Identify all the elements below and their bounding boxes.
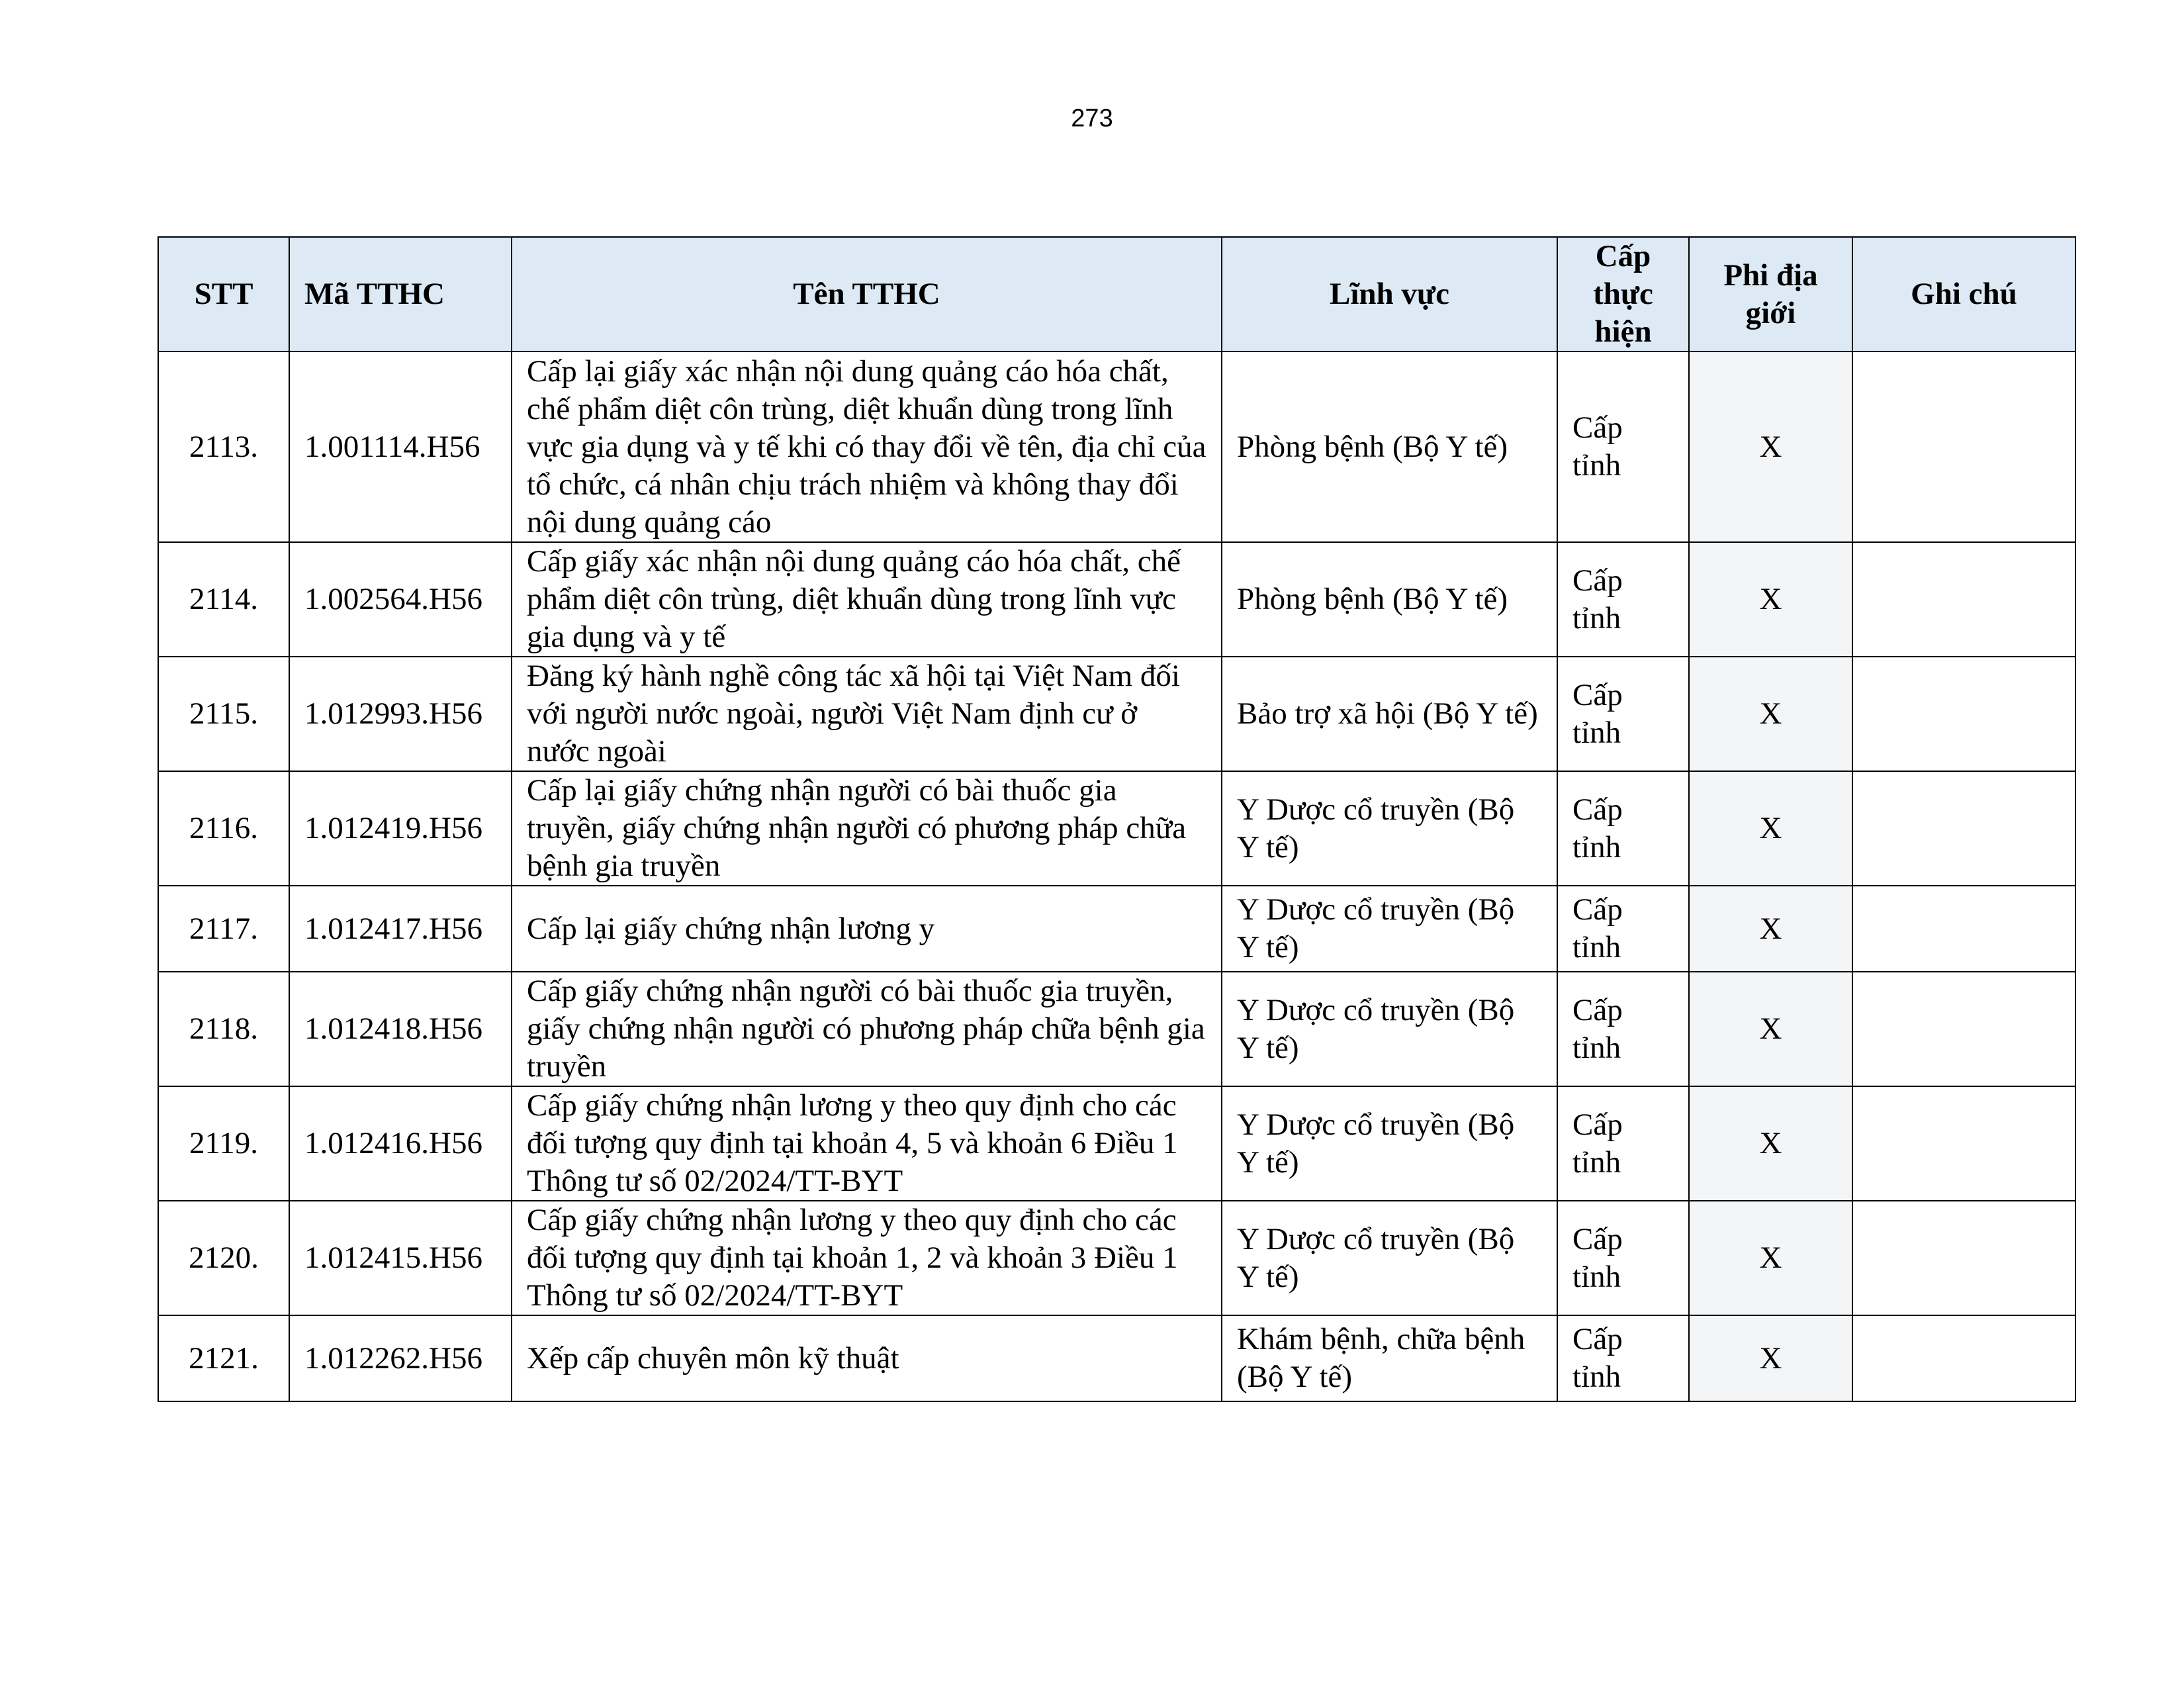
cell-ten-tthc: Cấp giấy chứng nhận lương y theo quy định cho các đối tượng quy định tại khoản 1, 2 và khoản 3 Điều 1 Thông tư số 02/2024/TT-BYT: [512, 1201, 1222, 1315]
cell-ten-tthc: Cấp giấy chứng nhận lương y theo quy định cho các đối tượng quy định tại khoản 4, 5 và khoản 6 Điều 1 Thông tư số 02/2024/TT-BYT: [512, 1086, 1222, 1201]
cell-stt: 2118.: [158, 972, 289, 1086]
cell-phi-dia-gioi: X: [1689, 771, 1852, 886]
cell-ghi-chu: [1852, 1086, 2075, 1201]
cell-linh-vuc: Phòng bệnh (Bộ Y tế): [1222, 542, 1557, 657]
cell-ten-tthc: Cấp giấy chứng nhận người có bài thuốc gia truyền, giấy chứng nhận người có phương pháp chữa bệnh gia truyền: [512, 972, 1222, 1086]
cell-linh-vuc: Phòng bệnh (Bộ Y tế): [1222, 352, 1557, 542]
cell-ma-tthc: 1.002564.H56: [289, 542, 512, 657]
cell-ma-tthc: 1.012417.H56: [289, 886, 512, 972]
cell-ma-tthc: 1.012418.H56: [289, 972, 512, 1086]
cell-cap-thuc-hien: Cấp tỉnh: [1557, 657, 1689, 771]
cell-ma-tthc: 1.001114.H56: [289, 352, 512, 542]
table-row: [158, 771, 2075, 886]
cell-stt: 2113.: [158, 352, 289, 542]
cell-cap-thuc-hien: Cấp tỉnh: [1557, 972, 1689, 1086]
table-row: [158, 886, 2075, 972]
cell-linh-vuc: Y Dược cổ truyền (Bộ Y tế): [1222, 1201, 1557, 1315]
table-row: [158, 972, 2075, 1086]
cell-cap-thuc-hien: Cấp tỉnh: [1557, 1201, 1689, 1315]
cell-phi-dia-gioi: X: [1689, 1086, 1852, 1201]
cell-ghi-chu: [1852, 771, 2075, 886]
header-linh-vuc: Lĩnh vực: [1222, 237, 1557, 352]
cell-ten-tthc: Cấp lại giấy chứng nhận người có bài thuốc gia truyền, giấy chứng nhận người có phương pháp chữa bệnh gia truyền: [512, 771, 1222, 886]
cell-phi-dia-gioi: X: [1689, 352, 1852, 542]
page-number: 273: [1071, 105, 1113, 132]
cell-ghi-chu: [1852, 886, 2075, 972]
cell-cap-thuc-hien: Cấp tỉnh: [1557, 1315, 1689, 1401]
table-row: [158, 657, 2075, 771]
cell-ma-tthc: 1.012419.H56: [289, 771, 512, 886]
cell-phi-dia-gioi: X: [1689, 657, 1852, 771]
cell-ten-tthc: Cấp lại giấy chứng nhận lương y: [512, 886, 1222, 972]
table-header-row: [158, 237, 2075, 352]
cell-phi-dia-gioi: X: [1689, 1201, 1852, 1315]
cell-phi-dia-gioi: X: [1689, 1315, 1852, 1401]
cell-linh-vuc: Khám bệnh, chữa bệnh (Bộ Y tế): [1222, 1315, 1557, 1401]
header-ghi-chu: Ghi chú: [1852, 237, 2075, 352]
cell-ma-tthc: 1.012993.H56: [289, 657, 512, 771]
cell-cap-thuc-hien: Cấp tỉnh: [1557, 542, 1689, 657]
header-phi-dia-gioi: Phi địa giới: [1689, 237, 1852, 352]
procedures-table: [158, 236, 2076, 1402]
cell-linh-vuc: Y Dược cổ truyền (Bộ Y tế): [1222, 771, 1557, 886]
header-cap-thuc-hien: Cấp thực hiện: [1557, 237, 1689, 352]
cell-ghi-chu: [1852, 1315, 2075, 1401]
cell-cap-thuc-hien: Cấp tỉnh: [1557, 352, 1689, 542]
table-row: [158, 542, 2075, 657]
cell-stt: 2119.: [158, 1086, 289, 1201]
cell-ma-tthc: 1.012416.H56: [289, 1086, 512, 1201]
cell-ghi-chu: [1852, 657, 2075, 771]
table-row: [158, 1086, 2075, 1201]
cell-linh-vuc: Y Dược cổ truyền (Bộ Y tế): [1222, 972, 1557, 1086]
cell-ghi-chu: [1852, 542, 2075, 657]
cell-cap-thuc-hien: Cấp tỉnh: [1557, 1086, 1689, 1201]
cell-phi-dia-gioi: X: [1689, 972, 1852, 1086]
table-row: [158, 1315, 2075, 1401]
cell-ma-tthc: 1.012262.H56: [289, 1315, 512, 1401]
cell-phi-dia-gioi: X: [1689, 542, 1852, 657]
header-ma-tthc: Mã TTHC: [289, 237, 512, 352]
cell-ten-tthc: Đăng ký hành nghề công tác xã hội tại Việt Nam đối với người nước ngoài, người Việt Nam định cư ở nước ngoài: [512, 657, 1222, 771]
cell-stt: 2120.: [158, 1201, 289, 1315]
cell-stt: 2114.: [158, 542, 289, 657]
cell-stt: 2121.: [158, 1315, 289, 1401]
cell-cap-thuc-hien: Cấp tỉnh: [1557, 771, 1689, 886]
table-row: [158, 1201, 2075, 1315]
cell-stt: 2115.: [158, 657, 289, 771]
cell-stt: 2117.: [158, 886, 289, 972]
table-row: [158, 352, 2075, 542]
header-ten-tthc: Tên TTHC: [512, 237, 1222, 352]
cell-linh-vuc: Bảo trợ xã hội (Bộ Y tế): [1222, 657, 1557, 771]
cell-ghi-chu: [1852, 1201, 2075, 1315]
cell-linh-vuc: Y Dược cổ truyền (Bộ Y tế): [1222, 886, 1557, 972]
header-stt: STT: [158, 237, 289, 352]
cell-ghi-chu: [1852, 972, 2075, 1086]
cell-phi-dia-gioi: X: [1689, 886, 1852, 972]
cell-ten-tthc: Cấp lại giấy xác nhận nội dung quảng cáo hóa chất, chế phẩm diệt côn trùng, diệt khuẩn dùng trong lĩnh vực gia dụng và y tế khi có thay đổi về tên, địa chỉ của tổ chức, cá nhân chịu trách nhiệm và không thay đổi nội dung quảng cáo: [512, 352, 1222, 542]
cell-ghi-chu: [1852, 352, 2075, 542]
cell-stt: 2116.: [158, 771, 289, 886]
cell-cap-thuc-hien: Cấp tỉnh: [1557, 886, 1689, 972]
cell-ten-tthc: Xếp cấp chuyên môn kỹ thuật: [512, 1315, 1222, 1401]
cell-ten-tthc: Cấp giấy xác nhận nội dung quảng cáo hóa chất, chế phẩm diệt côn trùng, diệt khuẩn dùng trong lĩnh vực gia dụng và y tế: [512, 542, 1222, 657]
cell-ma-tthc: 1.012415.H56: [289, 1201, 512, 1315]
cell-linh-vuc: Y Dược cổ truyền (Bộ Y tế): [1222, 1086, 1557, 1201]
